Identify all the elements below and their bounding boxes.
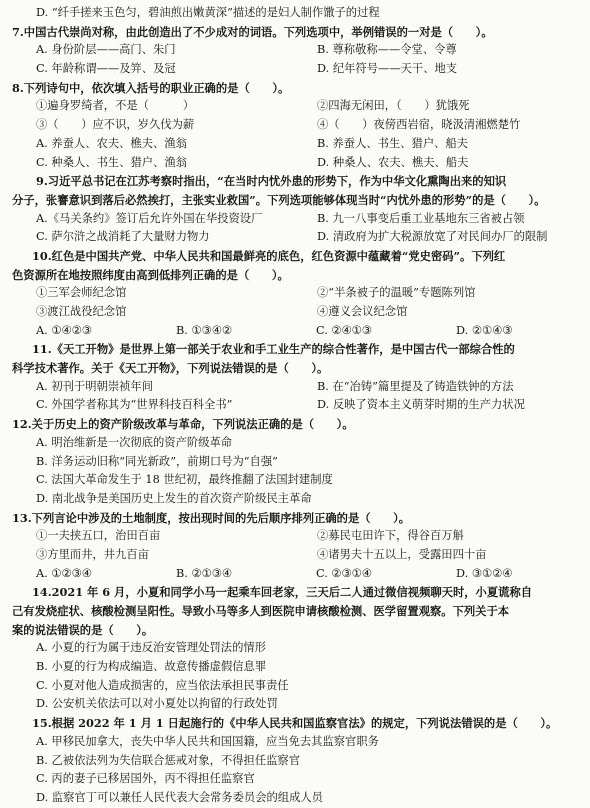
option-b[interactable]: B. 尊称敬称——令堂、令尊 (317, 43, 457, 57)
item-4: ④诸男夫十五以上，受露田四十亩 (317, 547, 487, 561)
q13-options (12, 565, 580, 584)
question-text: 下列言论中涉及的土地制度，按出现时间的先后顺序排列正确的是（ ）。 (31, 510, 411, 525)
option-c[interactable]: C. 小夏对他人造成损害的，应当依法承担民事责任 (36, 678, 289, 692)
option-d[interactable]: D. ③①②④ (456, 566, 513, 580)
option-a[interactable]: A. 身份阶层——高门、朱门 (36, 43, 176, 57)
q6-option-d: D. “纤手搓来玉色匀，碧油煎出嫩黄深”描述的是妇人制作馓子的过程 (36, 6, 380, 19)
q8-poem-row-2 (12, 116, 580, 135)
q7-options-row-2 (12, 60, 580, 79)
option-a[interactable]: A. 明治维新是一次彻底的资产阶级革命 (36, 435, 233, 449)
poem-line-1: ①遍身罗绮者，不是（ ） (36, 99, 195, 113)
question-9-stem (12, 172, 580, 191)
item-1: ①三军会师纪念馆 (36, 286, 127, 300)
question-9-stem-cont: 分子，张謇意识到落后必然挨打，主张实业救国”。下列选项能够体现当时“内忧外患的形势”的是（ ）。 (12, 192, 546, 207)
question-text: 下列诗句中，依次填入括号的职业正确的是（ ）。 (23, 80, 290, 95)
q8-options-row-2 (12, 154, 580, 173)
option-b[interactable]: B. 在“冶铸”篇里提及了铸造铁钟的方法 (317, 379, 514, 393)
option-c[interactable]: C. 外国学者称其为“世界科技百科全书” (36, 398, 233, 412)
option-d[interactable]: D. 清政府为扩大税源放宽了对民间办厂的限制 (317, 230, 548, 244)
item-2: ②募民屯田许下，得谷百万斛 (317, 529, 464, 543)
option-b[interactable]: B. 乙被依法列为失信联合惩戒对象，不得担任监察官 (36, 753, 301, 767)
question-7-stem (12, 23, 580, 42)
option-c[interactable]: C. 年龄称谓——及笄、及冠 (36, 62, 176, 76)
item-3: ③方里而井，井九百亩 (36, 547, 149, 561)
question-text: 《天工开物》是世界上第一部关于农业和手工业生产的综合性著作，是中国古代一部综合性的 (51, 342, 515, 357)
q8-options-row-1 (12, 135, 580, 154)
option-d[interactable]: D. 种桑人、农夫、樵夫、船夫 (317, 155, 469, 169)
question-10-stem (12, 247, 580, 266)
option-a[interactable]: A. 甲移民加拿大，丧失中华人民共和国国籍，应当免去其监察官职务 (36, 734, 379, 748)
question-12-stem (12, 415, 580, 434)
question-text: 2021 年 6 月，小夏和同学小马一起乘车回老家，三天后二人通过微信视频聊天时，小夏谎称自 (51, 585, 533, 600)
option-a[interactable]: A. ①④②③ (36, 323, 92, 337)
option-b[interactable]: B. 洋务运动旧称“同光新政”，前期口号为“自强” (36, 454, 278, 468)
item-4: ④遵义会议纪念馆 (317, 305, 408, 318)
question-text: 中国古代崇尚对称，由此创造出了不少成对的词语。下列选项中，举例错误的一对是（ ）。 (23, 24, 493, 39)
option-c[interactable]: C. 萨尔浒之战消耗了大量财力物力 (36, 230, 210, 244)
question-15-stem (12, 714, 580, 733)
option-b[interactable]: B. ①③④② (176, 323, 232, 337)
question-number: 12. (12, 417, 32, 432)
poem-line-2: ②四海无闲田，（ ）犹饿死 (317, 99, 470, 113)
option-c[interactable]: C. 丙的妻子已移居国外，丙不得担任监察官 (36, 772, 255, 786)
question-14-stem-cont: 己有发烧症状、核酸检测呈阳性。导致小马等多人到医院申请核酸检测、医学留置观察。下列关于本 (12, 604, 510, 618)
question-text: 习近平总书记在江苏考察时指出，“在当时内忧外患的形势下，作为中华文化熏陶出来的知识 (47, 174, 507, 189)
option-d[interactable]: D. 纪年符号——天干、地支 (317, 62, 458, 76)
option-d[interactable]: D. ②①④③ (456, 323, 513, 337)
option-a[interactable]: A. 养蚕人、农夫、樵夫、渔翁 (36, 136, 187, 150)
option-b[interactable]: B. 养蚕人、书生、猎户、船夫 (317, 136, 469, 150)
option-a[interactable]: A. ①②③④ (36, 566, 92, 580)
q10-items-row-2 (12, 303, 580, 322)
question-13-stem (12, 509, 580, 528)
option-c[interactable]: C. 法国大革命发生于 18 世纪初，最终推翻了法国封建制度 (36, 473, 333, 487)
question-text: 红色是中国共产党、中华人民共和国最鲜亮的底色，红色资源中蕴藏着“党史密码”。下列红 (51, 248, 506, 263)
question-number: 13. (12, 510, 32, 525)
option-a[interactable]: A. 小夏的行为属于违反治安管理处罚法的情形 (36, 641, 266, 655)
q13-items-row-2 (12, 546, 580, 565)
question-8-stem (12, 79, 580, 98)
item-2: ②“半条被子的温暖”专题陈列馆 (317, 286, 476, 300)
question-11-stem (12, 340, 580, 359)
q11-options-row-2 (12, 396, 580, 415)
option-b[interactable]: B. 九一八事变后重工业基地东三省被占领 (317, 211, 525, 225)
question-text: 根据 2022 年 1 月 1 日起施行的《中华人民共和国监察官法》的规定，下列说法错误的是（ ）。 (51, 716, 558, 731)
q10-items-row-1 (12, 284, 580, 303)
q13-items-row-1 (12, 527, 580, 546)
option-d[interactable]: D. 反映了资本主义萌芽时期的生产力状况 (317, 398, 525, 412)
item-1: ①一夫挟五口，治田百亩 (36, 529, 161, 543)
item-3: ③渡江战役纪念馆 (36, 305, 127, 318)
poem-line-3: ③（ ）应不识，岁久伐为薪 (36, 118, 195, 132)
option-c[interactable]: C. ②③①④ (316, 566, 372, 580)
q11-options-row-1 (12, 378, 580, 397)
q7-options-row-1 (12, 41, 580, 60)
question-10-stem-cont: 色资源所在地按照纬度由高到低排列正确的是（ ）。 (12, 267, 289, 282)
q8-poem-row-1 (12, 97, 580, 116)
poem-line-4: ④（ ）夜傍西岩宿，晓汲清湘燃楚竹 (317, 118, 521, 132)
question-number: 8. (12, 80, 24, 95)
option-c[interactable]: C. 种桑人、书生、猎户、渔翁 (36, 155, 187, 169)
question-number: 9. (36, 174, 48, 189)
question-14-stem-cont-2: 案的说法错误的是（ ）。 (12, 622, 154, 637)
option-c[interactable]: C. ②④①③ (316, 323, 372, 337)
q10-options (12, 322, 580, 341)
question-number: 7. (12, 24, 24, 39)
question-number: 11. (32, 342, 52, 357)
option-a[interactable]: A. 初刊于明朝崇祯年间 (36, 379, 154, 393)
question-number: 10. (32, 248, 52, 263)
question-14-stem (12, 583, 580, 602)
q9-options-row-2 (12, 228, 580, 247)
q9-options-row-1 (12, 210, 580, 229)
question-number: 14. (32, 585, 52, 600)
option-b[interactable]: B. ②①③④ (176, 566, 232, 580)
option-d[interactable]: D. 南北战争是美国历史上发生的首次资产阶级民主革命 (36, 491, 312, 505)
option-d[interactable]: D. 监察官丁可以兼任人民代表大会常务委员会的组成人员 (36, 790, 323, 804)
option-d[interactable]: D. 公安机关依法可以对小夏处以拘留的行政处罚 (36, 697, 278, 711)
question-11-stem-cont: 科学技术著作。关于《天工开物》，下列说法错误的是（ ）。 (12, 361, 329, 376)
question-text: 关于历史上的资产阶级改革与革命，下列说法正确的是（ ）。 (31, 417, 354, 432)
option-b[interactable]: B. 小夏的行为构成编造、故意传播虚假信息罪 (36, 660, 267, 674)
question-number: 15. (32, 716, 52, 731)
option-a[interactable]: A.《马关条约》签订后允许外国在华投资设厂 (36, 211, 263, 225)
